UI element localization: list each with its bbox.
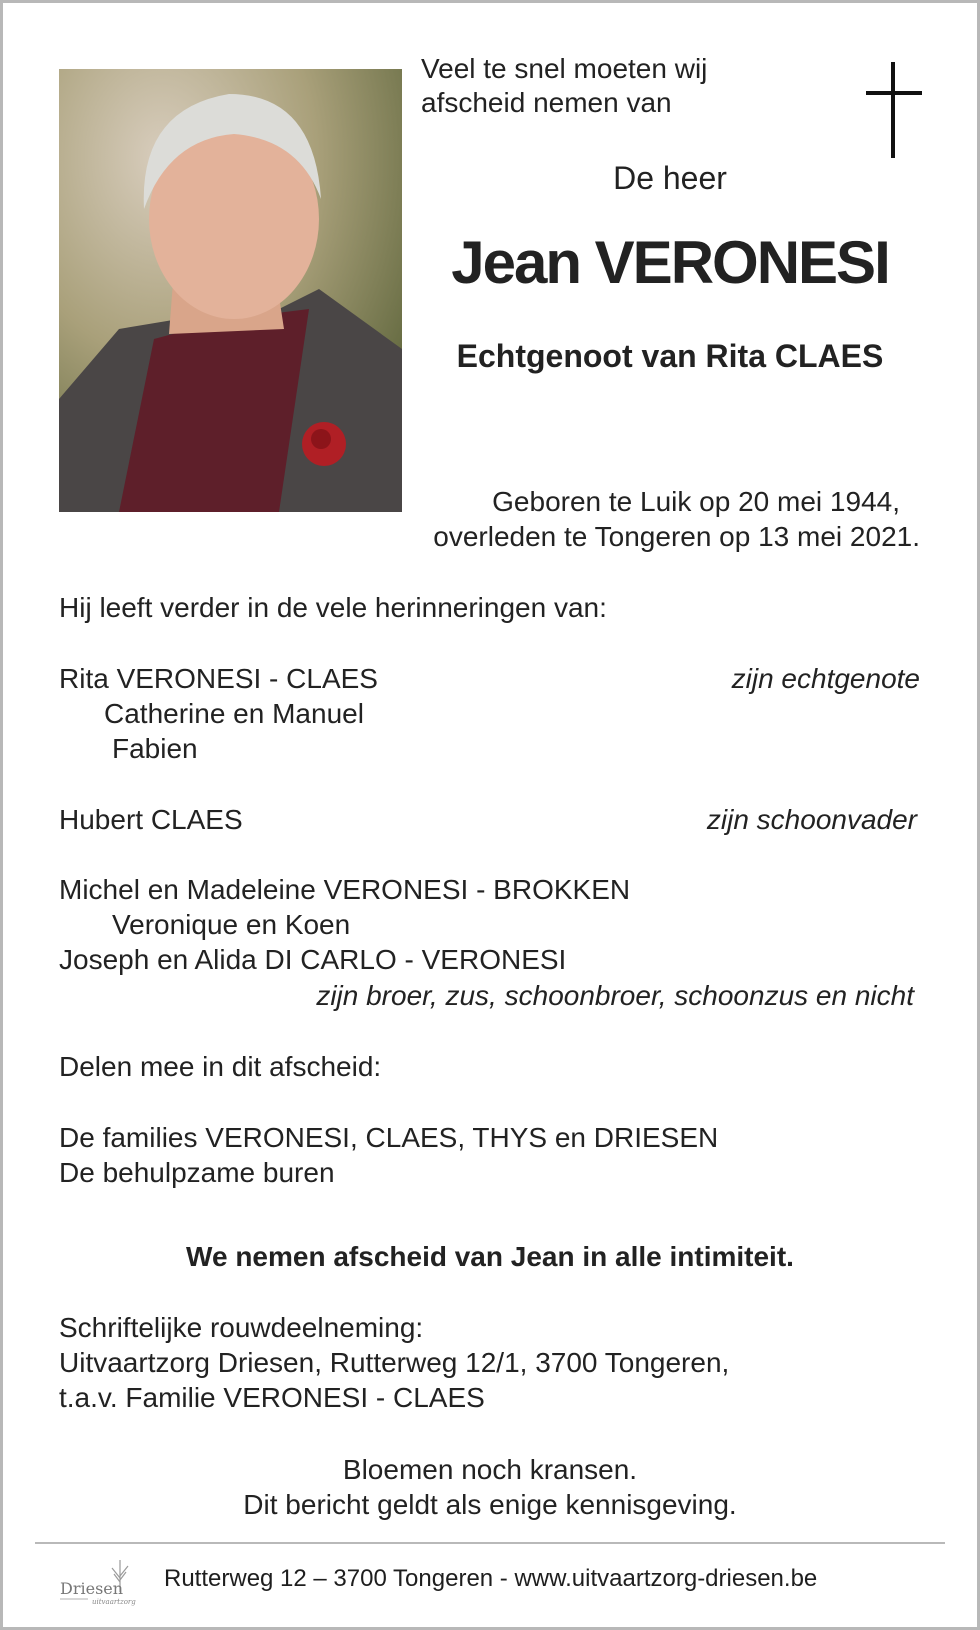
family-member: Michel en Madeleine VERONESI - BROKKEN <box>59 874 631 905</box>
intro-line-1: Veel te snel moeten wij <box>421 53 708 84</box>
closing-line: Dit bericht geldt als enige kennisgeving. <box>243 1489 737 1520</box>
family-member: Joseph en Alida DI CARLO - VERONESI <box>59 944 567 975</box>
family-member: Fabien <box>112 733 198 764</box>
family-member: Rita VERONESI - CLAES <box>59 663 378 694</box>
share-line: De behulpzame buren <box>59 1157 335 1188</box>
family-relation: zijn schoonvader <box>706 804 917 835</box>
share-intro: Delen mee in dit afscheid: <box>59 1051 382 1082</box>
intro-line-2: afscheid nemen van <box>421 87 672 118</box>
intimacy-notice: We nemen afscheid van Jean in alle intimiteit. <box>186 1241 794 1272</box>
footer-address: Rutterweg 12 – 3700 Tongeren - www.uitvaartzorg-driesen.be <box>164 1565 818 1592</box>
deceased-name: Jean VERONESI <box>451 229 889 296</box>
driesen-logo <box>58 1552 146 1614</box>
condolence-line: Uitvaartzorg Driesen, Rutterweg 12/1, 3700 Tongeren, <box>59 1347 730 1378</box>
closing-line: Bloemen noch kransen. <box>342 1454 638 1485</box>
death-line: overleden te Tongeren op 13 mei 2021. <box>433 521 920 552</box>
family-member: Hubert CLAES <box>59 804 243 835</box>
cross-icon <box>866 62 922 158</box>
birth-line: Geboren te Luik op 20 mei 1944, <box>492 486 900 517</box>
family-relation: zijn echtgenote <box>731 663 920 694</box>
portrait-photo <box>59 69 402 512</box>
family-member: Veronique en Koen <box>112 909 351 940</box>
spouse-line: Echtgenoot van Rita CLAES <box>456 338 884 374</box>
logo-subtext: uitvaartzorg <box>92 1598 136 1606</box>
family-member: Catherine en Manuel <box>104 698 364 729</box>
condolence-line: Schriftelijke rouwdeelneming: <box>59 1312 424 1343</box>
footer-divider <box>35 1542 945 1544</box>
honorific: De heer <box>613 160 727 196</box>
condolence-line: t.a.v. Familie VERONESI - CLAES <box>59 1382 485 1413</box>
logo-wordmark: Driesen <box>60 1579 124 1598</box>
family-relation: zijn broer, zus, schoonbroer, schoonzus en nicht <box>316 980 914 1011</box>
memory-intro: Hij leeft verder in de vele herinneringen van: <box>59 592 607 623</box>
share-line: De families VERONESI, CLAES, THYS en DRIESEN <box>59 1122 719 1153</box>
